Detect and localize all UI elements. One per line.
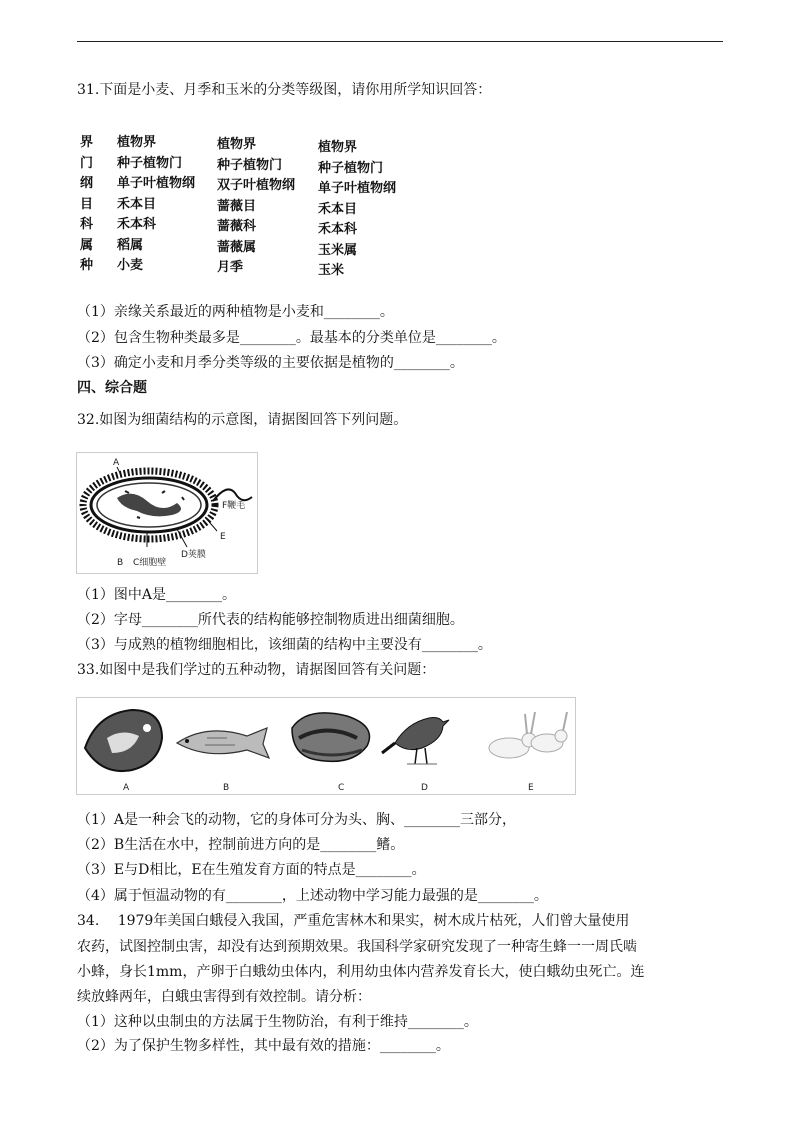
q32-sub2: （2）字母________所代表的结构能够控制物质进出细菌细胞。 <box>77 612 464 628</box>
rose-species: 月季 <box>217 260 244 275</box>
taxonomy-wheat-column <box>117 133 195 277</box>
q34-sub1: （1）这种以虫制虫的方法属于生物防治，有利于维持________。 <box>77 1014 478 1030</box>
rose-family: 蔷薇科 <box>217 219 257 234</box>
wheat-class: 单子叶植物纲 <box>117 176 196 191</box>
q33-sub1: （1）A是一种会飞的动物，它的身体可分为头、胸、________三部分， <box>77 812 517 828</box>
butterfly-drawing <box>85 710 162 771</box>
q34-sub2: （2）为了保护生物多样性，其中最有效的措施：________。 <box>77 1038 450 1054</box>
corn-class: 单子叶植物纲 <box>318 181 397 196</box>
corn-species: 玉米 <box>318 263 345 278</box>
wheat-phylum: 种子植物门 <box>117 155 183 171</box>
animals-figure <box>76 697 576 795</box>
corn-phylum: 种子植物门 <box>318 160 384 176</box>
wheat-order: 禾本目 <box>117 196 157 212</box>
header-rule <box>77 41 723 42</box>
rose-kingdom: 植物界 <box>217 137 257 152</box>
rank-phylum: 门 <box>80 155 94 171</box>
rabbit-drawing <box>489 712 567 758</box>
taxonomy-rose-column <box>217 135 295 279</box>
rank-order: 目 <box>80 196 94 212</box>
wheat-family: 禾本科 <box>117 217 157 232</box>
label-a: A <box>113 458 120 468</box>
label-d-pointer <box>177 529 187 547</box>
animal-label-b: B <box>223 783 230 793</box>
corn-family: 禾本科 <box>318 222 358 237</box>
rank-species: 种 <box>80 258 94 273</box>
taxonomy-rank-column <box>80 133 93 277</box>
rank-family: 科 <box>80 217 94 232</box>
animal-label-d: D <box>421 783 428 793</box>
bacteria-diagram <box>77 453 257 573</box>
q33-stem: 33.如图中是我们学过的五种动物，请据图回答有关问题： <box>77 662 436 678</box>
flagellum-line <box>213 489 252 501</box>
q32-sub3: （3）与成熟的植物细胞相比，该细菌的结构中主要没有________。 <box>77 637 492 653</box>
q34-line4: 续放蜂两年，白蛾虫害得到有效控制。请分析： <box>77 989 371 1005</box>
rank-class: 纲 <box>80 176 94 191</box>
q31-sub3: （3）确定小麦和月季分类等级的主要依据是植物的________。 <box>77 355 464 371</box>
q31-stem: 31.下面是小麦、月季和玉米的分类等级图，请你用所学知识回答： <box>77 82 492 98</box>
q33-sub2: （2）B生活在水中，控制前进方向的是________鳍。 <box>77 837 405 853</box>
animal-label-e: E <box>528 783 534 793</box>
corn-order: 禾本目 <box>318 201 358 217</box>
label-e: E <box>220 532 226 542</box>
rank-genus: 属 <box>80 237 94 253</box>
q31-sub2: （2）包含生物种类最多是________。最基本的分类单位是________。 <box>77 330 506 346</box>
corn-genus: 玉米属 <box>318 242 358 258</box>
q32-stem: 32.如图为细菌结构的示意图，请据图回答下列问题。 <box>77 412 408 428</box>
wheat-species: 小麦 <box>117 258 144 273</box>
rank-kingdom: 界 <box>80 135 94 150</box>
q32-sub1: （1）图中A是________。 <box>77 587 237 603</box>
label-c: C细胞壁 <box>133 558 167 568</box>
label-f: F鞭毛 <box>222 501 246 511</box>
rose-phylum: 种子植物门 <box>217 157 283 173</box>
rose-class: 双子叶植物纲 <box>217 178 296 193</box>
corn-kingdom: 植物界 <box>318 140 358 155</box>
q34-line1: 34. 1979年美国白蛾侵入我国，严重危害林木和果实，树木成片枯死，人们曾大量使用 <box>77 913 630 929</box>
rose-order: 蔷薇目 <box>217 198 257 214</box>
q33-sub4: （4）属于恒温动物的有________，上述动物中学习能力最强的是________。 <box>77 888 548 904</box>
fish-drawing <box>177 728 269 758</box>
rose-genus: 蔷薇属 <box>217 239 257 255</box>
q34-line2: 农药，试图控制虫害，却没有达到预期效果。我国科学家研究发现了一种寄生蜂一一周氏啮 <box>77 939 637 955</box>
wheat-genus: 稻属 <box>117 237 144 253</box>
q31-sub1: （1）亲缘关系最近的两种植物是小麦和________。 <box>77 304 394 320</box>
bacteria-figure <box>76 452 258 574</box>
taxonomy-corn-column <box>318 138 396 282</box>
c-animal-drawing <box>292 713 370 762</box>
animal-label-c: C <box>338 783 345 793</box>
label-d: D荚膜 <box>181 550 206 560</box>
animals-diagram <box>77 698 575 794</box>
section-heading: 四、综合题 <box>77 380 147 396</box>
bird-drawing <box>382 718 449 765</box>
q34-line3: 小蜂，身长1mm，产卵于白蛾幼虫体内，利用幼虫体内营养发育长大，使白蛾幼虫死亡。连 <box>77 964 645 980</box>
label-b: B <box>117 558 124 568</box>
wheat-kingdom: 植物界 <box>117 135 157 150</box>
animal-label-a: A <box>123 783 130 793</box>
q33-sub3: （3）E与D相比，E在生殖发育方面的特点是________。 <box>77 862 426 878</box>
